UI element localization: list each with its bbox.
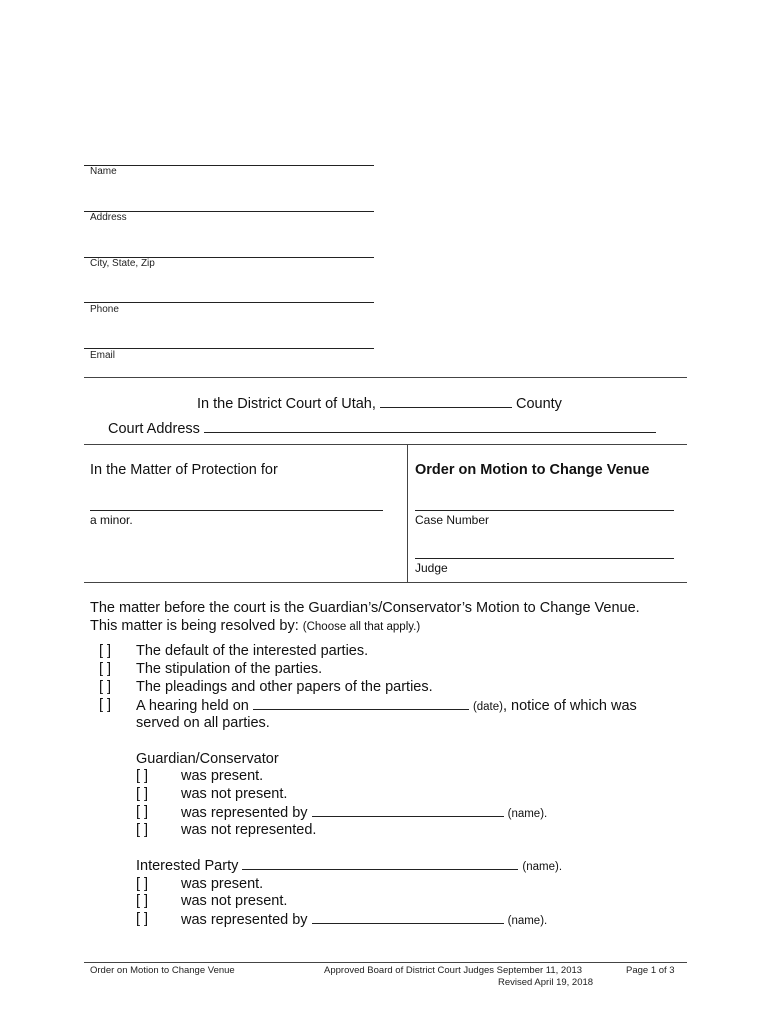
court-title <box>197 395 562 412</box>
name-label: Name <box>90 166 117 177</box>
caption-top-rule <box>84 444 687 445</box>
intro-line-2 <box>90 618 420 634</box>
guardian-not-present-checkbox[interactable]: [ ] <box>136 786 149 802</box>
guardian-not-represented-checkbox[interactable]: [ ] <box>136 822 149 838</box>
party-not-present-label: was not present. <box>181 893 288 909</box>
hearing-prefix: A hearing held on <box>136 698 249 714</box>
guardian-heading: Guardian/Conservator <box>136 751 279 767</box>
party-represented-label: was represented by <box>181 912 308 928</box>
hearing-line-2: served on all parties. <box>136 715 270 731</box>
footer-form-title: Order on Motion to Change Venue <box>90 965 235 976</box>
option-pleadings-label: The pleadings and other papers of the parties. <box>136 679 433 695</box>
footer-rule <box>84 962 687 963</box>
guardian-not-represented-label: was not represented. <box>181 822 317 838</box>
party-name-hint: (name) <box>522 861 559 873</box>
court-address-row <box>108 420 656 437</box>
name-line[interactable] <box>84 165 374 166</box>
court-title-prefix: In the District Court of Utah, <box>197 396 376 412</box>
interested-party-blank[interactable] <box>242 857 518 870</box>
option-hearing-row <box>136 697 637 714</box>
minor-name-line[interactable] <box>90 510 383 511</box>
judge-line[interactable] <box>415 558 674 559</box>
caption-bottom-rule <box>84 582 687 583</box>
option-stipulation-label: The stipulation of the parties. <box>136 661 323 677</box>
option-default-checkbox[interactable]: [ ] <box>99 643 112 659</box>
hearing-suffix: , notice of which was <box>502 698 637 714</box>
footer-approved: Approved Board of District Court Judges September 11, 2013 <box>324 965 583 976</box>
minor-label: a minor. <box>90 513 133 527</box>
hearing-date-blank[interactable] <box>253 697 469 710</box>
intro-line-1: The matter before the court is the Guardian’s/Conservator’s Motion to Change Venue. <box>90 600 640 616</box>
party-representative-blank[interactable] <box>312 911 504 924</box>
guardian-representative-blank[interactable] <box>312 804 504 817</box>
footer-page-number: Page 1 of 3 <box>626 965 675 976</box>
address-label: Address <box>90 212 127 223</box>
county-blank[interactable] <box>380 395 512 408</box>
option-hearing-checkbox[interactable]: [ ] <box>99 697 112 713</box>
guardian-represented-checkbox[interactable]: [ ] <box>136 804 149 820</box>
guardian-present-checkbox[interactable]: [ ] <box>136 768 149 784</box>
judge-label: Judge <box>415 561 448 575</box>
party-represented-row: was represented by (name). <box>181 912 548 928</box>
caption-divider <box>407 444 408 582</box>
email-label: Email <box>90 350 116 361</box>
footer-revised: Revised April 19, 2018 <box>498 977 594 988</box>
option-stipulation-checkbox[interactable]: [ ] <box>99 661 112 677</box>
address-line[interactable] <box>84 211 374 212</box>
option-pleadings-checkbox[interactable]: [ ] <box>99 679 112 695</box>
guardian-present-label: was present. <box>181 768 264 784</box>
interested-party-label: Interested Party <box>136 858 239 874</box>
phone-line[interactable] <box>84 302 374 303</box>
court-header-top-rule <box>84 377 687 378</box>
court-title-suffix: County <box>515 396 562 412</box>
court-address-label: Court Address <box>108 421 200 437</box>
city-state-zip-label: City, State, Zip <box>90 258 155 269</box>
matter-label: In the Matter of Protection for <box>90 462 278 478</box>
interested-party-row: Interested Party (name). <box>136 858 563 874</box>
court-address-blank[interactable] <box>204 420 656 433</box>
case-number-line[interactable] <box>415 510 674 511</box>
case-number-label: Case Number <box>415 513 490 527</box>
guardian-name-hint: (name) <box>507 808 545 820</box>
email-line[interactable] <box>84 348 374 349</box>
hearing-date-hint: (date) <box>472 701 503 713</box>
phone-label: Phone <box>90 304 119 315</box>
party-present-checkbox[interactable]: [ ] <box>136 876 149 892</box>
party-not-present-checkbox[interactable]: [ ] <box>136 893 149 909</box>
intro-line-2-text: This matter is being resolved by: <box>90 618 299 634</box>
guardian-not-present-label: was not present. <box>181 786 288 802</box>
party-present-label: was present. <box>181 876 264 892</box>
party-represented-checkbox[interactable]: [ ] <box>136 911 149 927</box>
order-title: Order on Motion to Change Venue <box>415 462 650 478</box>
guardian-represented-row: was represented by (name). <box>181 805 548 821</box>
guardian-represented-label: was represented by <box>181 805 308 821</box>
intro-hint: (Choose all that apply.) <box>302 621 421 633</box>
party-representative-name-hint: (name) <box>507 915 545 927</box>
option-default-label: The default of the interested parties. <box>136 643 369 659</box>
